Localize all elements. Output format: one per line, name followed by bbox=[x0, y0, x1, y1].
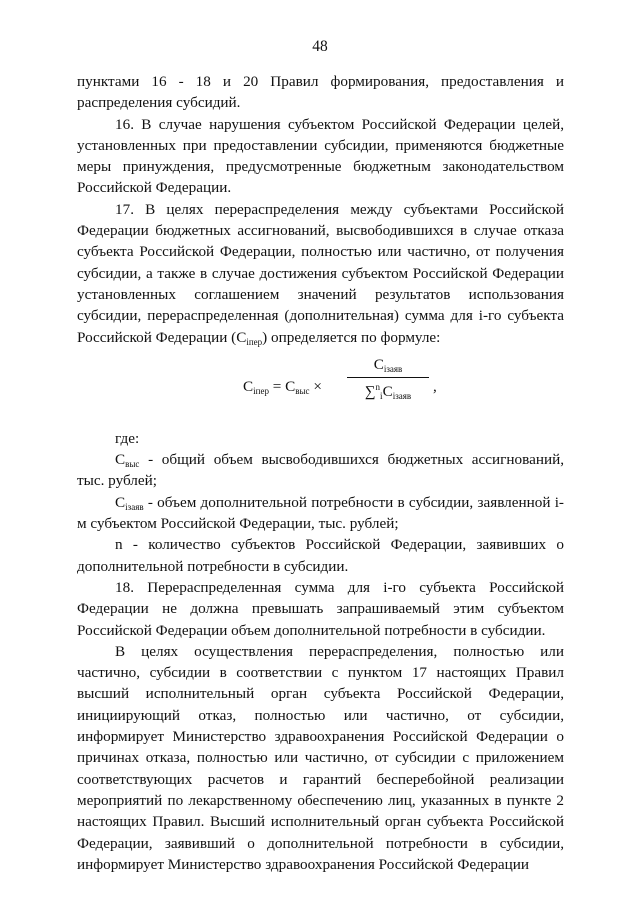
paragraph-17 bbox=[77, 199, 564, 348]
paragraph-continuation: пунктами 16 - 18 и 20 Правил формирования, предоставления и распределения субсидий. bbox=[77, 73, 564, 112]
formula bbox=[77, 348, 564, 428]
where-label: где: bbox=[115, 429, 140, 447]
sum-symbol: ∑ bbox=[364, 384, 376, 401]
formula-comma: , bbox=[433, 377, 437, 395]
formula-fraction bbox=[347, 354, 429, 404]
paragraph-17-text: 17. В целях перераспределения между субъектами Российской Федерации бюджетных ассигнований, высвободившихся в случае отказа субъекта Российской Федерации, полностью или частично, от получения субсидии, а также в случае достижения субъектом Российской Федерации установленных соглашением значений результатов использования субсидии, перераспределенная (дополнительная) сумма для i-го субъекта Российской Федерации (C bbox=[77, 200, 564, 346]
paragraph-17-subscript: iпер bbox=[246, 336, 263, 347]
paragraph-17-tail: ) определяется по формуле: bbox=[262, 328, 441, 346]
paragraph-18: 18. Перераспределенная сумма для i-го субъекта Российской Федерации не должна превышать запрашиваемый этим субъектом Российской Федерации объем дополнительной потребности в субсидии. bbox=[77, 578, 564, 639]
paragraph-16: 16. В случае нарушения субъектом Российской Федерации целей, установленных при предоставлении субсидии, применяются бюджетные меры принуждения, предусмотренные бюджетным законодательством Российской Федерации. bbox=[77, 115, 564, 197]
definition-c-izayav: $C_{iзаяв}$ - объем дополнительной потребности в субсидии, заявленной i-м субъектом Российской Федерации, тыс. рублей; bbox=[77, 493, 564, 533]
definition-c-vys: $C_{выс}$ - общий объем высвободившихся бюджетных ассигнований, тыс. рублей; bbox=[77, 451, 564, 490]
page-number: 48 bbox=[312, 38, 328, 55]
paragraph-redistribution: В целях осуществления перераспределения, полностью или частично, субсидии в соответствии с пунктом 17 настоящих Правил высший исполнительный орган субъекта Российской Федерации, инициирующий отказ, полностью или частично, от субсидии, информирует Министерство здравоохранения Российской Федерации о причинах отказа, полностью или частично, от субсидии с приложением соответствующих расчетов и гарантий бесперебойной реализации мероприятий по лекарственному обеспечению лиц, указанных в пункте 2 настоящих Правил. Высший исполнительный орган субъекта Российской Федерации, заявивший о дополнительной потребности в субсидии, информирует Министерство здравоохранения Российской Федерации bbox=[77, 642, 564, 873]
definition-n: n - количество субъектов Российской Федерации, заявивших о дополнительной потребности в субсидии. bbox=[77, 536, 564, 575]
formula-numerator: $C_{iзаяв}$ bbox=[347, 354, 429, 378]
formula-denominator: $\sum^n_iC_{iзаяв}$ bbox=[364, 382, 412, 402]
document-body bbox=[77, 71, 564, 875]
formula-lhs: $C_{iпер} = C_{выс}$ × bbox=[243, 377, 322, 396]
